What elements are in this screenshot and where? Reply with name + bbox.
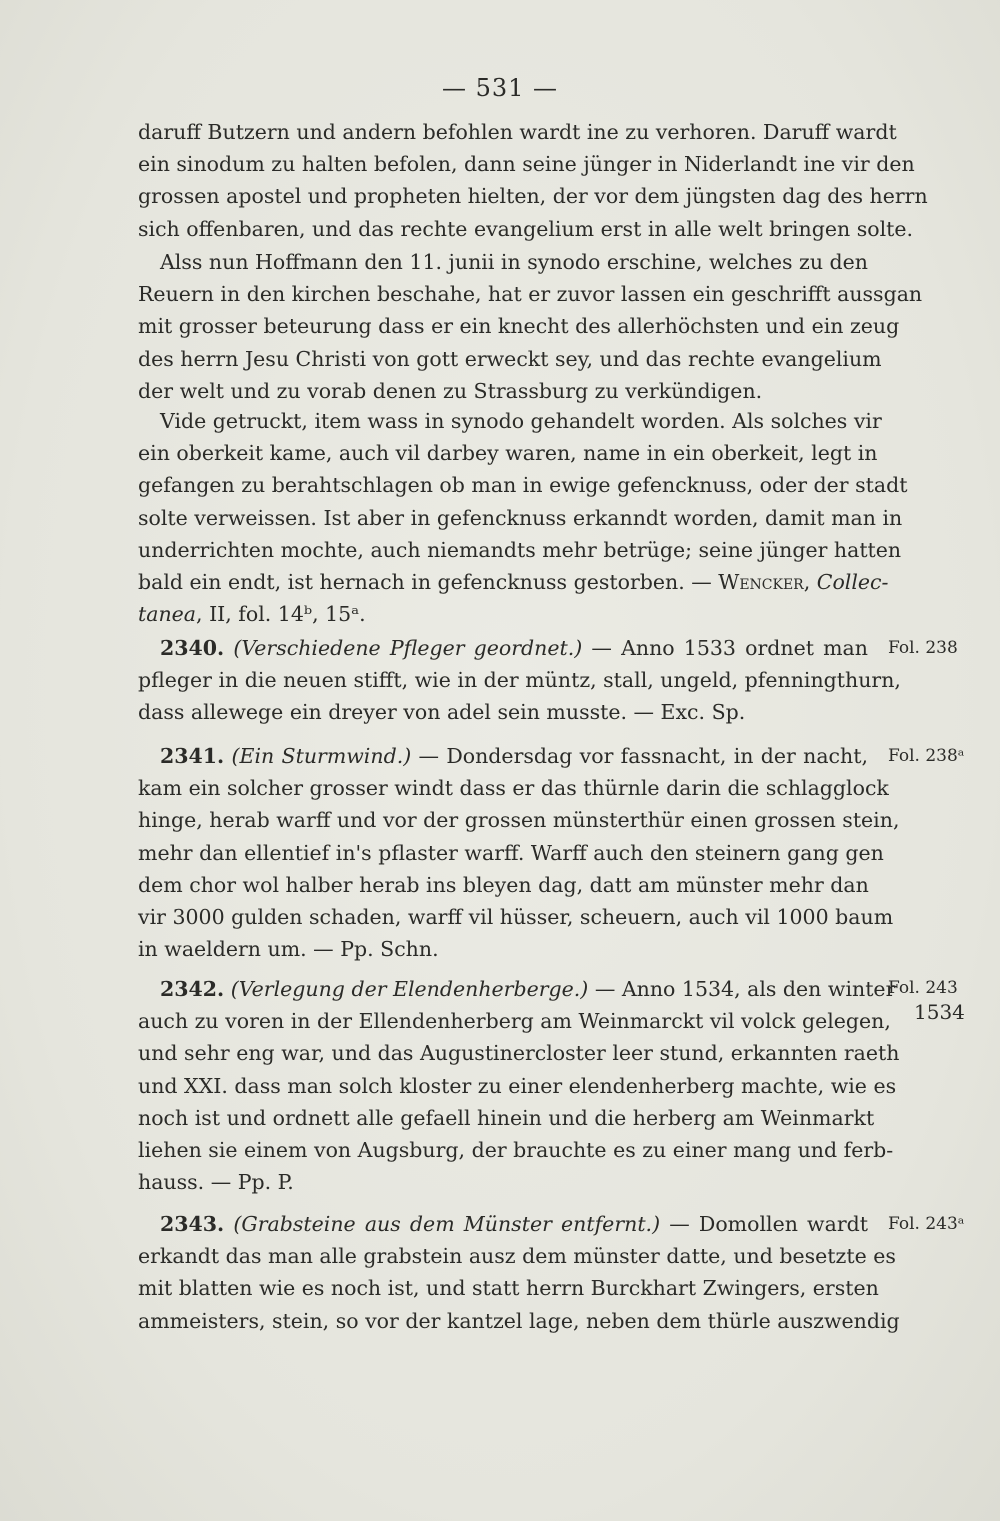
text-line: der welt und zu vorab denen zu Strassburg zu verkündigen.	[138, 378, 763, 403]
entry-heading-line	[138, 1208, 868, 1240]
text-line: Reuern in den kirchen beschahe, hat er zuvor lassen ein geschrifft aussgan	[138, 282, 923, 307]
text-line: sich offenbaren, und das rechte evangelium erst in alle welt bringen solte.	[138, 216, 914, 241]
text-line: liehen sie einem von Augsburg, der brauchte es zu einer mang und ferb-	[138, 1138, 894, 1163]
text-line: grossen apostel und propheten hielten, der vor dem jüngsten dag des herrn	[138, 184, 928, 209]
entry-2340	[138, 632, 901, 729]
text-line: ein sinodum zu halten befolen, dann seine jünger in Niderlandt ine vir den	[138, 152, 915, 177]
text-line: pfleger in die neuen stifft, wie in der müntz, stall, ungeld, pfenningthurn,	[138, 668, 901, 693]
margin-folio-note: Fol. 243	[888, 978, 958, 998]
text-line: mit blatten wie es noch ist, und statt herrn Burckhart Zwingers, ersten	[138, 1276, 879, 1301]
source-title: Collec-	[816, 570, 889, 595]
entry-heading-line	[138, 740, 868, 772]
text-line: erkandt das man alle grabstein ausz dem münster datte, und besetzte es	[138, 1244, 896, 1269]
text-line-with-source	[138, 566, 889, 598]
text-line: des herrn Jesu Christi von gott erweckt sey, und das rechte evangelium	[138, 346, 882, 371]
text-line	[138, 598, 868, 630]
margin-year-note: 1534	[914, 1000, 965, 1024]
margin-folio-note: Fol. 238	[888, 638, 958, 658]
text-line: kam ein solcher grosser windt dass er das thürnle darin die schlagglock	[138, 776, 889, 801]
text-line: vir 3000 gulden schaden, warff vil hüsser, scheuern, auch vil 1000 baum	[138, 905, 894, 930]
entry-2341	[138, 740, 900, 965]
text-line: hauss. — Pp. P.	[138, 1170, 294, 1195]
text-line: Vide getruckt, item wass in synodo gehandelt worden. Als solches vir	[160, 409, 882, 433]
source-title: tanea	[138, 602, 197, 627]
text-line: noch ist und ordnett alle gefaell hinein und die herberg am Weinmarkt	[138, 1105, 875, 1130]
text-line: ammeisters, stein, so vor der kantzel lage, neben dem thürle auszwendig	[138, 1308, 900, 1333]
text-line: auch zu voren in der Ellendenherberg am Weinmarckt vil volck gelegen,	[138, 1009, 891, 1034]
entry-2343	[138, 1208, 900, 1337]
text-line: underrichten mochte, auch niemandts mehr betrüge; seine jünger hatten	[138, 537, 902, 562]
text-line: mit grosser beteurung dass er ein knecht des allerhöchsten und ein zeug	[138, 314, 900, 339]
entry-number: 2340.	[160, 636, 225, 660]
text-fragment: — Anno 1533 ordnet man	[582, 636, 868, 660]
margin-folio-note: Fol. 243ᵃ	[888, 1214, 965, 1234]
text-line: gefangen zu berahtschlagen ob man in ewige gefencknuss, oder der stadt	[138, 473, 908, 498]
text-line: Alss nun Hoffmann den 11. junii in synodo erschine, welches zu den	[160, 250, 868, 274]
text-fragment: bald ein endt, ist hernach in gefencknuss gestorben. —	[138, 570, 719, 595]
entry-2342	[138, 973, 900, 1198]
text-fragment: ,	[803, 570, 817, 595]
text-fragment: — Dondersdag vor fassnacht, in der nacht,	[411, 744, 868, 768]
text-line: hinge, herab warff und vor der grossen münsterthür einen grossen stein,	[138, 808, 900, 833]
source-author: Wencker	[718, 570, 804, 595]
entry-number: 2343.	[160, 1212, 225, 1236]
intro-paragraph	[138, 116, 928, 245]
entry-title: (Verschiedene Pfleger geordnet.)	[233, 636, 583, 660]
entry-number: 2342.	[160, 977, 225, 1001]
entry-title: (Ein Sturmwind.)	[231, 744, 412, 768]
text-fragment: — Domollen wardt	[660, 1212, 868, 1236]
entry-title: (Verlegung der Elendenherberge.)	[230, 977, 589, 1001]
page-number: — 531 —	[441, 74, 559, 102]
text-line: mehr dan ellentief in's pflaster warff. Warff auch den steinern gang gen	[138, 840, 884, 865]
text-line: dass allewege ein dreyer von adel sein musste. — Exc. Sp.	[138, 700, 746, 725]
text-line: daruff Butzern und andern befohlen wardt ine zu verhoren. Daruff wardt	[138, 120, 897, 144]
text-line: und XXI. dass man solch kloster zu einer elendenherberg machte, wie es	[138, 1073, 897, 1098]
entry-title: (Grabsteine aus dem Münster entfernt.)	[233, 1212, 661, 1236]
paragraph-vide-getruckt	[138, 405, 908, 630]
margin-folio-note: Fol. 238ᵃ	[888, 746, 965, 766]
paragraph-hoffmann-synod	[138, 246, 923, 407]
text-line: und sehr eng war, und das Augustinercloster leer stund, erkannten raeth	[138, 1041, 900, 1066]
text-line: dem chor wol halber herab ins bleyen dag, datt am münster mehr dan	[138, 872, 869, 897]
text-line: solte verweissen. Ist aber in gefencknuss erkanndt worden, damit man in	[138, 505, 903, 530]
entry-number: 2341.	[160, 744, 225, 768]
text-line: ein oberkeit kame, auch vil darbey waren, name in ein oberkeit, legt in	[138, 441, 878, 466]
entry-heading-line	[138, 632, 868, 664]
text-fragment: — Anno 1534, als den winter	[588, 977, 896, 1001]
text-fragment: , II, fol. 14ᵇ, 15ᵃ.	[196, 602, 366, 627]
entry-heading-line	[138, 973, 896, 1005]
text-line: in waeldern um. — Pp. Schn.	[138, 937, 439, 962]
